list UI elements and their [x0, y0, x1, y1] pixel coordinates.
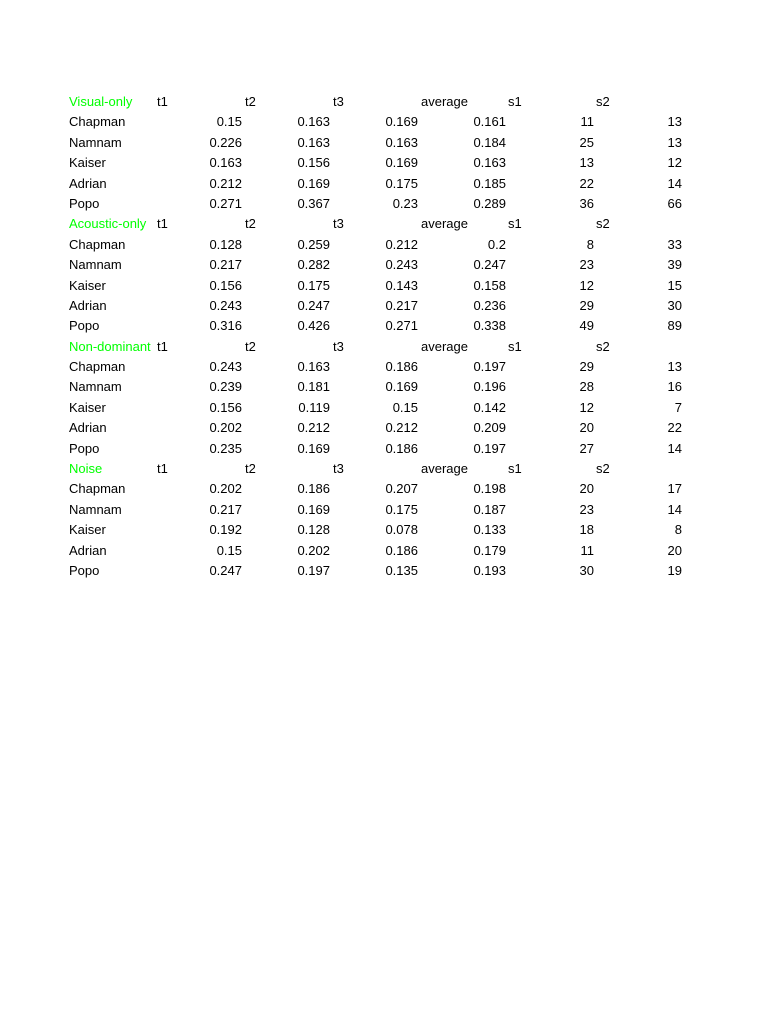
column-header: s1 [508, 94, 522, 109]
table-cell: 39 [667, 257, 682, 273]
table-cell: 20 [579, 420, 594, 436]
table-row [0, 296, 768, 316]
table-cell: 20 [667, 542, 682, 558]
table-cell: 14 [667, 501, 682, 517]
row-name: Adrian [69, 175, 107, 191]
table-cell: 0.243 [385, 257, 418, 273]
table-cell: 30 [579, 562, 594, 578]
table-row [0, 500, 768, 520]
column-header: average [421, 94, 468, 109]
table-row [0, 153, 768, 173]
section-title: Acoustic-only [69, 216, 147, 232]
column-header: s1 [508, 461, 522, 477]
table-cell: 0.163 [297, 114, 330, 130]
row-name: Kaiser [69, 399, 106, 415]
table-cell: 0.133 [473, 522, 506, 538]
table-cell: 29 [579, 359, 594, 375]
table-cell: 16 [667, 379, 682, 395]
table-row [0, 235, 768, 255]
table-cell: 14 [667, 440, 682, 456]
table-row [0, 439, 768, 459]
row-name: Popo [69, 440, 100, 456]
table-cell: 0.198 [473, 481, 506, 497]
column-header: t3 [333, 216, 344, 232]
table-cell: 0.175 [297, 277, 330, 293]
table-cell: 0.175 [385, 501, 418, 517]
section-title: Non-dominant [69, 338, 151, 354]
table-cell: 30 [667, 297, 682, 313]
table-cell: 49 [579, 318, 594, 334]
table-cell: 0.243 [209, 297, 242, 313]
table-row [0, 255, 768, 275]
table-cell: 19 [667, 562, 682, 578]
table-cell: 13 [667, 134, 682, 150]
table-cell: 0.185 [473, 175, 506, 191]
table-cell: 0.212 [209, 175, 242, 191]
table-cell: 23 [579, 257, 594, 273]
table-row [0, 316, 768, 336]
table-cell: 0.197 [297, 562, 330, 578]
table-cell: 0.426 [297, 318, 330, 334]
table-cell: 17 [667, 481, 682, 497]
column-header: s2 [596, 338, 610, 354]
table-cell: 0.179 [473, 542, 506, 558]
table-cell: 13 [667, 114, 682, 130]
table-row [0, 194, 768, 214]
table-cell: 0.217 [209, 501, 242, 517]
table-cell: 13 [579, 155, 594, 171]
table-cell: 0.226 [209, 134, 242, 150]
column-header: average [421, 338, 468, 354]
table-row [0, 541, 768, 561]
table-cell: 0.196 [473, 379, 506, 395]
table-cell: 14 [667, 175, 682, 191]
table-cell: 0.128 [209, 236, 242, 252]
table-cell: 0.163 [209, 155, 242, 171]
table-cell: 0.271 [209, 195, 242, 211]
table-cell: 0.175 [385, 175, 418, 191]
table-cell: 0.158 [473, 277, 506, 293]
table-cell: 0.186 [385, 542, 418, 558]
table-cell: 0.156 [209, 399, 242, 415]
table-cell: 0.156 [209, 277, 242, 293]
table-cell: 0.186 [385, 359, 418, 375]
table-cell: 0.169 [297, 175, 330, 191]
row-name: Kaiser [69, 522, 106, 538]
section-title: Visual-only [69, 94, 133, 109]
table-cell: 29 [579, 297, 594, 313]
table-cell: 0.169 [385, 379, 418, 395]
table-cell: 0.271 [385, 318, 418, 334]
table-cell: 0.142 [473, 399, 506, 415]
table-row [0, 133, 768, 153]
table-cell: 0.338 [473, 318, 506, 334]
table-cell: 11 [580, 114, 594, 130]
row-name: Kaiser [69, 277, 106, 293]
row-name: Adrian [69, 420, 107, 436]
row-name: Adrian [69, 297, 107, 313]
table-cell: 0.217 [385, 297, 418, 313]
table-cell: 0.169 [385, 155, 418, 171]
row-name: Chapman [69, 114, 126, 130]
row-name: Chapman [69, 236, 126, 252]
table-cell: 25 [579, 134, 594, 150]
table-cell: 0.143 [385, 277, 418, 293]
column-header: t2 [245, 94, 256, 109]
table-cell: 0.282 [297, 257, 330, 273]
column-header: t1 [157, 216, 168, 232]
table-cell: 66 [667, 195, 682, 211]
column-header: t2 [245, 216, 256, 232]
row-name: Chapman [69, 359, 126, 375]
table-row [0, 174, 768, 194]
table-cell: 0.163 [473, 155, 506, 171]
table-cell: 0.156 [297, 155, 330, 171]
table-cell: 0.236 [473, 297, 506, 313]
table-cell: 0.169 [297, 440, 330, 456]
table-row [0, 479, 768, 499]
table-cell: 0.239 [209, 379, 242, 395]
table-cell: 12 [579, 277, 594, 293]
column-header: t3 [333, 461, 344, 477]
column-header: average [421, 461, 468, 477]
row-name: Namnam [69, 134, 122, 150]
table-cell: 0.207 [385, 481, 418, 497]
row-name: Adrian [69, 542, 107, 558]
table-cell: 0.186 [385, 440, 418, 456]
table-cell: 0.187 [473, 501, 506, 517]
row-name: Namnam [69, 257, 122, 273]
table-cell: 12 [667, 155, 682, 171]
table-cell: 0.197 [473, 440, 506, 456]
column-header: t3 [333, 338, 344, 354]
table-cell: 8 [586, 236, 594, 252]
table-row [0, 276, 768, 296]
table-cell: 0.15 [216, 542, 242, 558]
table-row [0, 561, 768, 581]
table-cell: 0.212 [297, 420, 330, 436]
table-cell: 0.202 [209, 420, 242, 436]
table-cell: 23 [579, 501, 594, 517]
table-cell: 8 [674, 522, 682, 538]
table-cell: 0.128 [297, 522, 330, 538]
table-row [0, 357, 768, 377]
table-cell: 7 [674, 399, 682, 415]
table-cell: 12 [579, 399, 594, 415]
table-cell: 22 [667, 420, 682, 436]
row-name: Kaiser [69, 155, 106, 171]
section-header-row [0, 214, 768, 234]
section-header-row [0, 92, 768, 112]
table-cell: 27 [579, 440, 594, 456]
table-cell: 0.186 [297, 481, 330, 497]
table-cell: 0.163 [297, 134, 330, 150]
table-cell: 13 [667, 359, 682, 375]
table-cell: 0.247 [209, 562, 242, 578]
table-cell: 89 [667, 318, 682, 334]
table-cell: 0.259 [297, 236, 330, 252]
table-row [0, 398, 768, 418]
table-cell: 0.247 [473, 257, 506, 273]
table-cell: 0.202 [297, 542, 330, 558]
table-cell: 0.23 [392, 195, 418, 211]
table-cell: 20 [579, 481, 594, 497]
section-header-row [0, 337, 768, 357]
table-cell: 0.184 [473, 134, 506, 150]
table-cell: 0.202 [209, 481, 242, 497]
column-header: s1 [508, 338, 522, 354]
table-cell: 15 [667, 277, 682, 293]
table-cell: 0.2 [487, 236, 506, 252]
table-cell: 0.163 [385, 134, 418, 150]
table-cell: 0.078 [385, 522, 418, 538]
column-header: t2 [245, 461, 256, 477]
table-cell: 36 [579, 195, 594, 211]
table-cell: 0.163 [297, 359, 330, 375]
table-cell: 0.169 [297, 501, 330, 517]
table-cell: 0.119 [298, 399, 330, 415]
column-header: t1 [157, 338, 168, 354]
row-name: Namnam [69, 501, 122, 517]
section-title: Noise [69, 461, 103, 477]
row-name: Popo [69, 318, 100, 334]
table-cell: 0.161 [473, 114, 506, 130]
table-cell: 0.197 [473, 359, 506, 375]
row-name: Chapman [69, 481, 126, 497]
table-cell: 0.192 [209, 522, 242, 538]
table-row [0, 520, 768, 540]
column-header: t1 [157, 94, 168, 109]
table-cell: 0.169 [385, 114, 418, 130]
row-name: Namnam [69, 379, 122, 395]
table-cell: 11 [580, 542, 594, 558]
row-name: Popo [69, 195, 100, 211]
table-cell: 33 [667, 236, 682, 252]
spreadsheet-table [0, 92, 768, 581]
column-header: s1 [508, 216, 522, 232]
table-cell: 22 [579, 175, 594, 191]
table-cell: 0.243 [209, 359, 242, 375]
table-cell: 0.212 [385, 420, 418, 436]
table-cell: 0.289 [473, 195, 506, 211]
table-cell: 28 [579, 379, 594, 395]
column-header: t3 [333, 94, 344, 109]
table-cell: 0.135 [385, 562, 418, 578]
table-cell: 0.15 [216, 114, 242, 130]
table-row [0, 377, 768, 397]
table-row [0, 112, 768, 132]
column-header: s2 [596, 94, 610, 109]
table-cell: 0.316 [209, 318, 242, 334]
table-cell: 18 [579, 522, 594, 538]
table-cell: 0.209 [473, 420, 506, 436]
table-cell: 0.247 [297, 297, 330, 313]
column-header: s2 [596, 461, 610, 477]
table-cell: 0.181 [297, 379, 330, 395]
table-cell: 0.235 [209, 440, 242, 456]
table-cell: 0.367 [297, 195, 330, 211]
column-header: average [421, 216, 468, 232]
column-header: t1 [157, 461, 168, 477]
table-cell: 0.193 [473, 562, 506, 578]
row-name: Popo [69, 562, 100, 578]
column-header: t2 [245, 338, 256, 354]
table-cell: 0.217 [209, 257, 242, 273]
section-header-row [0, 459, 768, 479]
table-cell: 0.15 [392, 399, 418, 415]
column-header: s2 [596, 216, 610, 232]
table-cell: 0.212 [385, 236, 418, 252]
table-row [0, 418, 768, 438]
